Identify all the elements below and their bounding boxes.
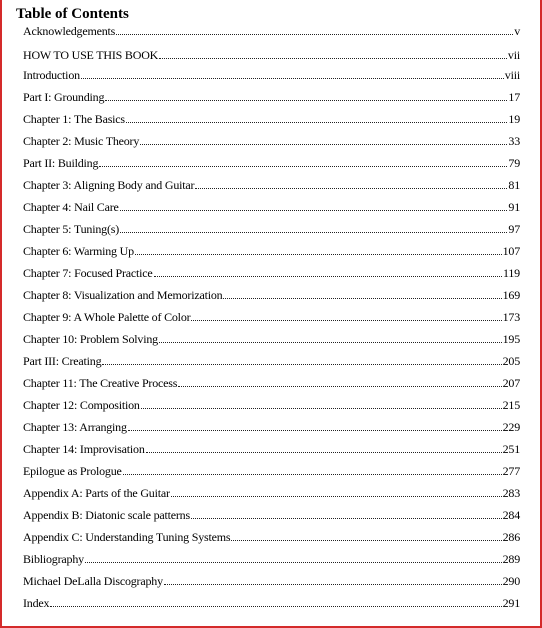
toc-entry-page-number: 97 bbox=[508, 222, 520, 236]
toc-entry[interactable] bbox=[23, 258, 520, 280]
toc-entry[interactable] bbox=[23, 104, 520, 126]
toc-entry-page-number: 290 bbox=[502, 574, 520, 588]
toc-entry[interactable] bbox=[23, 62, 520, 82]
toc-entry-label: Michael DeLalla Discography bbox=[23, 574, 163, 588]
toc-entry[interactable] bbox=[23, 544, 520, 566]
toc-entry-label: Part III: Creating bbox=[23, 354, 102, 368]
toc-entry-page-number: 17 bbox=[508, 90, 520, 104]
toc-entry-label: Appendix A: Parts of the Guitar bbox=[23, 486, 170, 500]
toc-entry[interactable] bbox=[23, 192, 520, 214]
dot-leader bbox=[164, 584, 502, 585]
toc-entry[interactable] bbox=[23, 24, 520, 38]
toc-entry-page-number: 33 bbox=[508, 134, 520, 148]
dot-leader bbox=[159, 342, 502, 343]
toc-entry-label: Chapter 12: Composition bbox=[23, 398, 140, 412]
toc-entry-label: Chapter 6: Warming Up bbox=[23, 244, 134, 258]
toc-entry[interactable] bbox=[23, 126, 520, 148]
dot-leader bbox=[120, 232, 507, 233]
dot-leader bbox=[195, 188, 507, 189]
toc-entry-page-number: 289 bbox=[502, 552, 520, 566]
toc-entry-page-number: 169 bbox=[502, 288, 520, 302]
toc-entry[interactable] bbox=[23, 302, 520, 324]
toc-entry-page-number: 207 bbox=[502, 376, 520, 390]
dot-leader bbox=[191, 518, 502, 519]
toc-entry-label: Chapter 4: Nail Care bbox=[23, 200, 119, 214]
toc-entry[interactable] bbox=[23, 368, 520, 390]
dot-leader bbox=[171, 496, 502, 497]
toc-entry[interactable] bbox=[23, 346, 520, 368]
toc-entry-page-number: 19 bbox=[508, 112, 520, 126]
toc-entry-label: Chapter 7: Focused Practice bbox=[23, 266, 153, 280]
toc-entry-page-number: 284 bbox=[502, 508, 520, 522]
dot-leader bbox=[81, 78, 504, 79]
dot-leader bbox=[141, 408, 502, 409]
toc-entry-label: Chapter 9: A Whole Palette of Color bbox=[23, 310, 191, 324]
toc-entry-label: Chapter 13: Arranging bbox=[23, 420, 127, 434]
dot-leader bbox=[85, 562, 502, 563]
toc-list bbox=[23, 24, 520, 610]
toc-entry-page-number: 229 bbox=[502, 420, 520, 434]
dot-leader bbox=[120, 210, 508, 211]
toc-entry-label: Chapter 14: Improvisation bbox=[23, 442, 145, 456]
dot-leader bbox=[159, 58, 507, 59]
toc-entry-label: HOW TO USE THIS BOOK bbox=[23, 48, 159, 62]
toc-entry[interactable] bbox=[23, 588, 520, 610]
dot-leader bbox=[99, 166, 507, 167]
toc-entry-label: Chapter 11: The Creative Process bbox=[23, 376, 178, 390]
toc-entry[interactable] bbox=[23, 566, 520, 588]
dot-leader bbox=[126, 122, 508, 123]
toc-entry-page-number: 195 bbox=[502, 332, 520, 346]
toc-entry-label: Bibliography bbox=[23, 552, 84, 566]
toc-entry[interactable] bbox=[23, 236, 520, 258]
toc-entry-label: Chapter 8: Visualization and Memorization bbox=[23, 288, 223, 302]
toc-entry[interactable] bbox=[23, 522, 520, 544]
toc-entry-page-number: v bbox=[514, 24, 520, 38]
dot-leader bbox=[50, 606, 501, 607]
toc-entry[interactable] bbox=[23, 478, 520, 500]
dot-leader bbox=[223, 298, 501, 299]
dot-leader bbox=[123, 474, 502, 475]
dot-leader bbox=[231, 540, 501, 541]
dot-leader bbox=[116, 34, 513, 35]
toc-entry-page-number: 119 bbox=[503, 266, 520, 280]
toc-entry-page-number: 79 bbox=[508, 156, 520, 170]
dot-leader bbox=[102, 364, 501, 365]
toc-entry-label: Chapter 10: Problem Solving bbox=[23, 332, 158, 346]
toc-entry-label: Chapter 1: The Basics bbox=[23, 112, 125, 126]
dot-leader bbox=[105, 100, 507, 101]
toc-entry[interactable] bbox=[23, 148, 520, 170]
toc-entry-label: Chapter 2: Music Theory bbox=[23, 134, 140, 148]
dot-leader bbox=[191, 320, 501, 321]
toc-entry-label: Introduction bbox=[23, 68, 80, 82]
toc-entry-label: Epilogue as Prologue bbox=[23, 464, 122, 478]
toc-entry-page-number: 91 bbox=[508, 200, 520, 214]
toc-entry[interactable] bbox=[23, 456, 520, 478]
toc-entry[interactable] bbox=[23, 324, 520, 346]
toc-entry[interactable] bbox=[23, 280, 520, 302]
toc-entry-page-number: 173 bbox=[502, 310, 520, 324]
toc-entry-page-number: 291 bbox=[502, 596, 520, 610]
toc-title: Table of Contents bbox=[16, 6, 129, 22]
toc-entry-page-number: 81 bbox=[508, 178, 520, 192]
toc-entry-label: Appendix B: Diatonic scale patterns bbox=[23, 508, 190, 522]
toc-entry-page-number: vii bbox=[507, 48, 520, 62]
toc-entry-page-number: 215 bbox=[502, 398, 520, 412]
toc-entry-page-number: 251 bbox=[502, 442, 520, 456]
toc-entry[interactable] bbox=[23, 170, 520, 192]
toc-entry-label: Index bbox=[23, 596, 50, 610]
toc-entry-page-number: viii bbox=[504, 68, 520, 82]
toc-entry-label: Chapter 3: Aligning Body and Guitar bbox=[23, 178, 195, 192]
toc-entry[interactable] bbox=[23, 82, 520, 104]
toc-entry-page-number: 283 bbox=[502, 486, 520, 500]
dot-leader bbox=[135, 254, 502, 255]
dot-leader bbox=[140, 144, 507, 145]
toc-entry-page-number: 205 bbox=[502, 354, 520, 368]
dot-leader bbox=[128, 430, 502, 431]
dot-leader bbox=[146, 452, 502, 453]
toc-entry-label: Appendix C: Understanding Tuning Systems bbox=[23, 530, 231, 544]
dot-leader bbox=[178, 386, 501, 387]
toc-entry[interactable] bbox=[23, 434, 520, 456]
toc-entry[interactable] bbox=[23, 214, 520, 236]
dot-leader bbox=[154, 276, 502, 277]
toc-entry-label: Acknowledgements bbox=[23, 24, 116, 38]
toc-entry[interactable] bbox=[23, 38, 520, 62]
toc-entry-page-number: 277 bbox=[502, 464, 520, 478]
toc-entry[interactable] bbox=[23, 500, 520, 522]
toc-entry-page-number: 107 bbox=[502, 244, 520, 258]
toc-entry-label: Part II: Building bbox=[23, 156, 99, 170]
toc-entry[interactable] bbox=[23, 412, 520, 434]
toc-entry-page-number: 286 bbox=[502, 530, 520, 544]
toc-entry-label: Part I: Grounding bbox=[23, 90, 105, 104]
toc-entry[interactable] bbox=[23, 390, 520, 412]
toc-entry-label: Chapter 5: Tuning(s) bbox=[23, 222, 120, 236]
